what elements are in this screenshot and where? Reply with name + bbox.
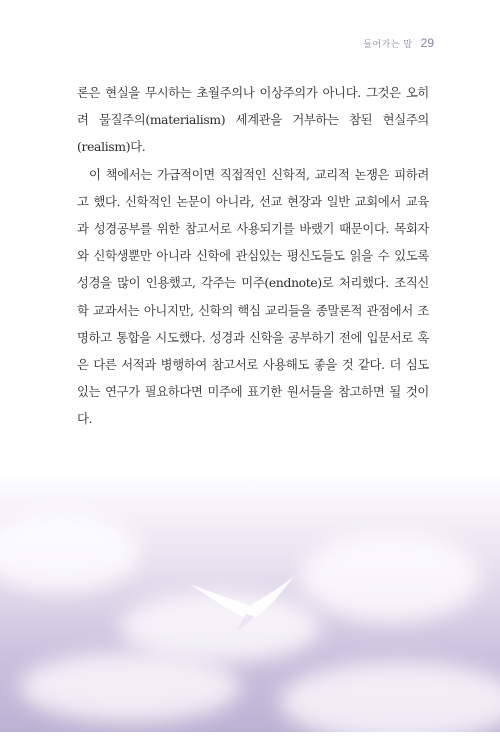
bird-icon [180, 570, 300, 630]
running-header [363, 36, 434, 50]
body-text [77, 80, 429, 434]
paragraph: 이 책에서는 가급적이면 직접적인 신학적, 교리적 논쟁은 피하려고 했다. 신학적인 논문이 아니라, 선교 현장과 일반 교회에서 교육과 성경공부를 위한 참고서로 사용되기를 바랬기 때문이다. 목회자와 신학생뿐만 아니라 신학에 관심있는 평신도들도 읽을 수 있도록 성경을 많이 인용했고, 각주는 미주(endnote)로 처리했다. 조직신학 교과서는 아니지만, 신학의 핵심 교리들을 종말론적 관점에서 조명하고 통합을 시도했다. 성경과 신학을 공부하기 전에 입문서로 혹은 다른 서적과 병행하여 참고서로 사용해도 좋을 것 같다. 더 심도 있는 연구가 필요하다면 미주에 표기한 원서들을 참고하면 될 것이다. [77, 167, 429, 427]
paragraph: 론은 현실을 무시하는 초월주의나 이상주의가 아니다. 그것은 오히려 물질주의(materialism) 세계관을 거부하는 참된 현실주의(realism)다. [77, 86, 429, 155]
page-number: 29 [420, 36, 434, 50]
section-title: 들어가는 말 [363, 40, 413, 50]
